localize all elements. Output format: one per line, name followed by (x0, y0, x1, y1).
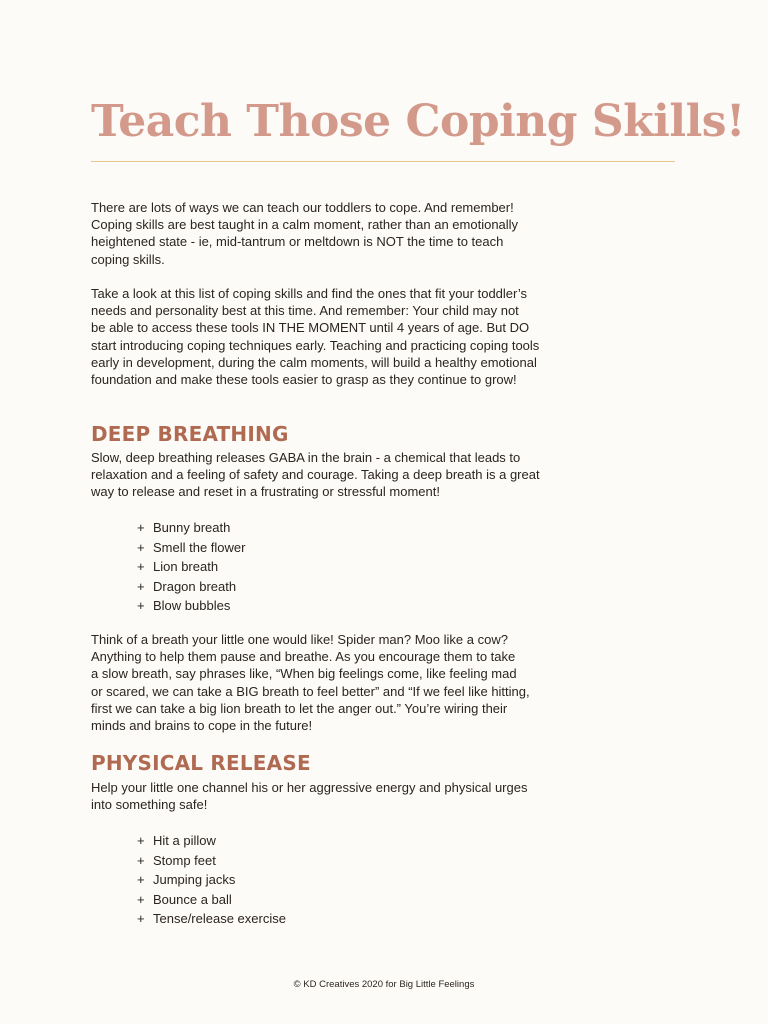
list-item-label: Bunny breath (153, 520, 231, 535)
plus-icon: + (137, 539, 145, 555)
list-item-label: Blow bubbles (153, 598, 231, 613)
physical-release-heading: PHYSICAL RELEASE (91, 751, 311, 775)
list-item (137, 831, 286, 851)
page-title: Teach Those Coping Skills! (91, 96, 745, 147)
list-item-label: Tense/release exercise (153, 911, 286, 926)
list-item-label: Smell the flower (153, 539, 246, 555)
text-line: There are lots of ways we can teach our toddlers to cope. And remember! (91, 200, 514, 215)
deep-breathing-heading: DEEP BREATHING (91, 422, 289, 446)
list-item (137, 890, 286, 910)
list-item-label: Stomp feet (153, 852, 216, 868)
text-line: needs and personality best at this time. And remember: Your child may not (91, 303, 519, 319)
text-line: heightened state - ie, mid-tantrum or meltdown is NOT the time to teach (91, 234, 504, 250)
text-line: start introducing coping techniques early. Teaching and practicing coping tools (91, 337, 540, 353)
text-line: into something safe! (91, 797, 208, 813)
text-line: way to release and reset in a frustrating or stressful moment! (91, 484, 440, 500)
deep-breathing-description (91, 449, 591, 501)
text-line: foundation and make these tools easier to grasp as they continue to grow! (91, 372, 517, 388)
list-item (137, 538, 245, 558)
copyright-footer: © KD Creatives 2020 for Big Little Feelings (293, 979, 475, 990)
text-line: a slow breath, say phrases like, “When big feelings come, like feeling mad (91, 666, 517, 682)
plus-icon: + (137, 891, 145, 907)
text-line: Slow, deep breathing releases GABA in the brain - a chemical that leads to (91, 450, 521, 465)
text-line: Take a look at this list of coping skills and find the ones that fit your toddler’s (91, 286, 527, 301)
text-line: be able to access these tools IN THE MOMENT until 4 years of age. But DO (91, 320, 530, 336)
plus-icon: + (137, 598, 145, 613)
text-line: Coping skills are best taught in a calm moment, rather than an emotionally (91, 217, 519, 233)
text-line: Think of a breath your little one would like! Spider man? Moo like a cow? (91, 632, 508, 647)
physical-release-description (91, 779, 591, 813)
plus-icon: + (137, 520, 145, 535)
text-line: Anything to help them pause and breathe. As you encourage them to take (91, 649, 516, 665)
intro-paragraph-1 (91, 199, 591, 268)
list-item (137, 851, 286, 871)
list-item-label: Bounce a ball (153, 891, 232, 907)
text-line: Help your little one channel his or her aggressive energy and physical urges (91, 780, 528, 795)
list-item-label: Hit a pillow (153, 833, 216, 848)
intro-paragraph-2 (91, 285, 591, 388)
list-item (137, 909, 286, 929)
list-item-label: Jumping jacks (153, 872, 236, 887)
plus-icon: + (137, 911, 145, 926)
list-item (137, 596, 245, 616)
text-line: or scared, we can take a BIG breath to feel better” and “If we feel like hitting, (91, 683, 530, 699)
list-item (137, 518, 245, 538)
plus-icon: + (137, 852, 145, 868)
title-divider (91, 161, 675, 162)
plus-icon: + (137, 559, 145, 574)
plus-icon: + (137, 578, 145, 594)
text-line: minds and brains to cope in the future! (91, 718, 313, 734)
text-line: relaxation and a feeling of safety and courage. Taking a deep breath is a great (91, 467, 540, 483)
list-item (137, 870, 286, 890)
list-item-label: Dragon breath (153, 578, 237, 594)
plus-icon: + (137, 872, 145, 887)
physical-release-list (137, 831, 286, 929)
list-item (137, 577, 245, 597)
deep-breathing-followup (91, 631, 591, 734)
text-line: first we can take a big lion breath to let the anger out.” You’re wiring their (91, 700, 508, 716)
list-item (137, 557, 245, 577)
text-line: early in development, during the calm moments, will build a healthy emotional (91, 354, 537, 370)
plus-icon: + (137, 833, 145, 848)
text-line: coping skills. (91, 251, 165, 267)
deep-breathing-list (137, 518, 245, 616)
list-item-label: Lion breath (153, 559, 219, 574)
